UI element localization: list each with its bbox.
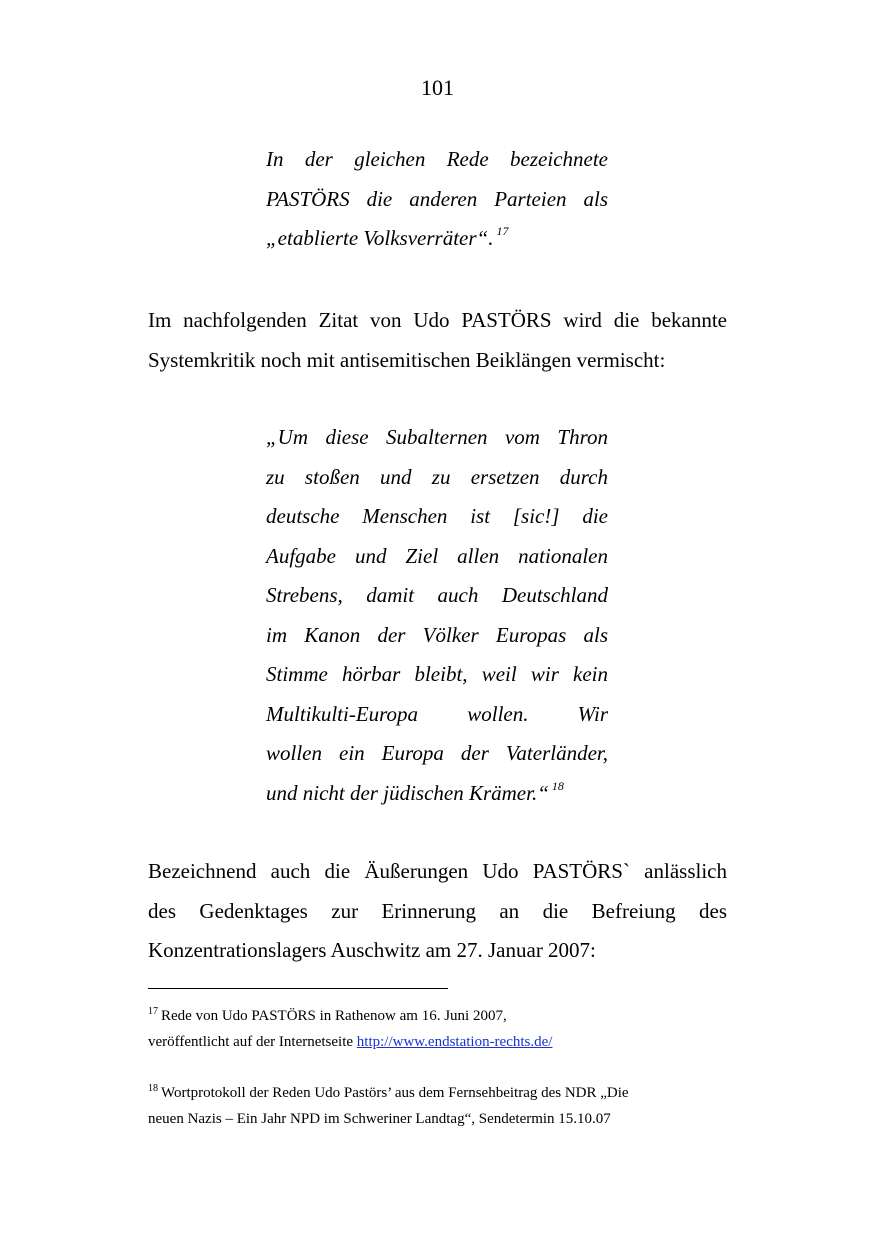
body-paragraph-2 bbox=[148, 852, 727, 971]
quote-line: zu stoßen und zu ersetzen durch bbox=[266, 464, 608, 489]
quote-line: wollen ein Europa der Vaterländer, bbox=[266, 741, 608, 765]
footnote-text: veröffentlicht auf der Internetseite bbox=[148, 1034, 354, 1050]
quote-line-last bbox=[266, 774, 608, 817]
quote-line: Strebens, damit auch Deutschland bbox=[266, 583, 608, 607]
block-quote-2 bbox=[266, 418, 608, 816]
quote-line-text: und nicht der jüdischen Krämer.“ bbox=[266, 780, 549, 805]
quote-line: im Kanon der Völker Europas als bbox=[266, 622, 608, 647]
source-link[interactable]: http://www.endstation-rechts.de/ bbox=[356, 1034, 553, 1050]
block-quote-1 bbox=[266, 140, 608, 262]
quote-line: PASTÖRS die anderen Parteien als bbox=[266, 186, 608, 211]
quote-line-last bbox=[266, 219, 608, 262]
body-paragraph-1 bbox=[148, 301, 727, 380]
paragraph-line: des Gedenktages zur Erinnerung an die Befreiung des bbox=[148, 898, 727, 923]
quote-line: In der gleichen Rede bezeichnete bbox=[266, 147, 608, 171]
quote-line: „Um diese Subalternen vom Thron bbox=[266, 425, 608, 449]
quote-line: Aufgabe und Ziel allen nationalen bbox=[266, 543, 608, 568]
footnote-text: Wortprotokoll der Reden Udo Pastörs’ aus dem Fernsehbeitrag des NDR „Die bbox=[161, 1085, 629, 1101]
paragraph-line: Systemkritik noch mit antisemitischen Beiklängen vermischt: bbox=[148, 347, 666, 372]
footnote-text: Rede von Udo PASTÖRS in Rathenow am 16. Juni 2007, bbox=[161, 1008, 507, 1024]
footnote-line bbox=[148, 1081, 727, 1107]
footnote-reference[interactable]: 18 bbox=[551, 778, 564, 793]
quote-line: Multikulti-Europa wollen. Wir bbox=[266, 701, 608, 726]
footnote-reference[interactable]: 17 bbox=[496, 224, 509, 238]
paragraph-line: Konzentrationslagers Auschwitz am 27. Januar 2007: bbox=[148, 938, 596, 962]
footnote-separator bbox=[148, 988, 448, 989]
footnote-line: neuen Nazis – Ein Jahr NPD im Schweriner Landtag“, Sendetermin 15.10.07 bbox=[148, 1111, 611, 1127]
footnote-17 bbox=[148, 1004, 727, 1054]
footnote-line bbox=[148, 1030, 727, 1054]
quote-line-text: „etablierte Volksverräter“. bbox=[266, 226, 494, 250]
paragraph-line: Bezeichnend auch die Äußerungen Udo PASTÖRS` anlässlich bbox=[148, 859, 727, 883]
quote-line: Stimme hörbar bleibt, weil wir kein bbox=[266, 662, 608, 686]
paragraph-line: Im nachfolgenden Zitat von Udo PASTÖRS wird die bekannte bbox=[148, 308, 727, 332]
footnote-line bbox=[148, 1004, 727, 1030]
footnote-number: 17 bbox=[148, 1006, 158, 1017]
page-number: 101 bbox=[421, 75, 454, 100]
footnote-number: 18 bbox=[148, 1083, 158, 1094]
quote-line: deutsche Menschen ist [sic!] die bbox=[266, 504, 608, 528]
footnote-18 bbox=[148, 1081, 727, 1131]
